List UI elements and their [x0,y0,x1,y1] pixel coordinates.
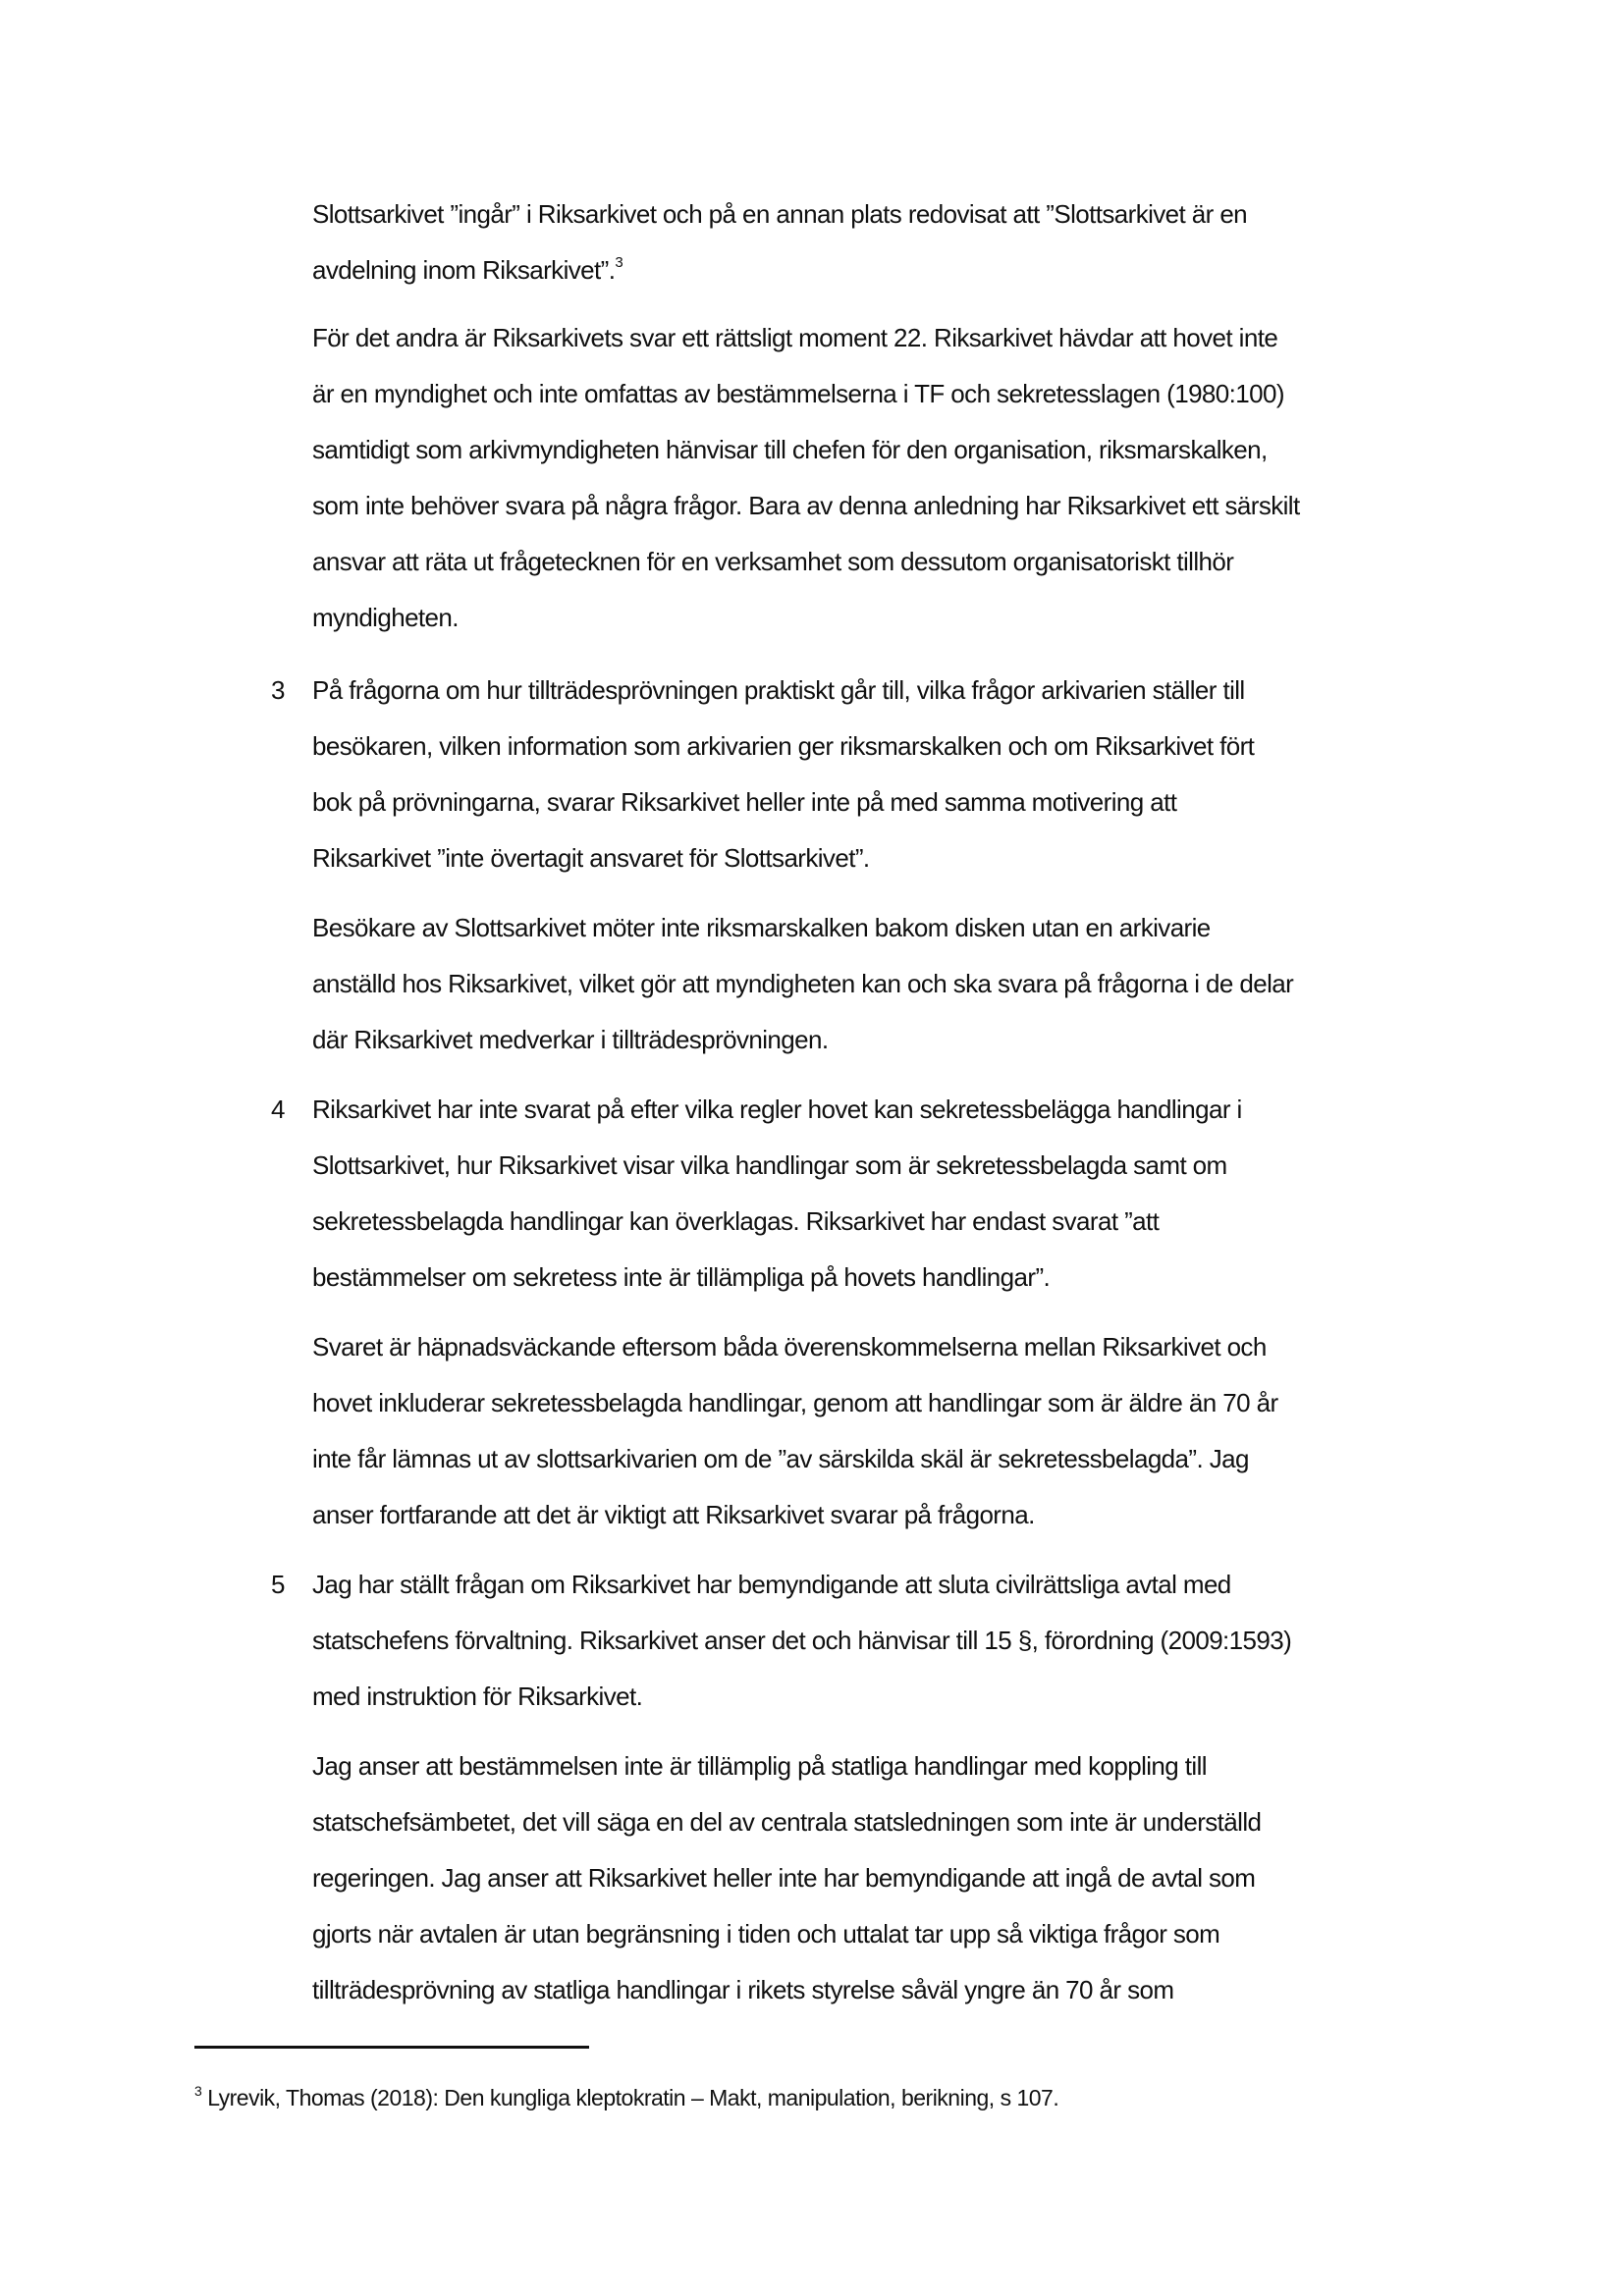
body-text-line: Jag har ställt frågan om Riksarkivet har bemyndigande att sluta civilrättsliga avtal med [312,1570,1231,1599]
body-text-line: Jag anser att bestämmelsen inte är tillämplig på statliga handlingar med koppling till [312,1751,1207,1781]
body-text-line: gjorts när avtalen är utan begränsning i tiden och uttalat tar upp så viktiga frågor som [312,1919,1220,1949]
body-text-line: Riksarkivet har inte svarat på efter vilka regler hovet kan sekretessbelägga handlingar i [312,1095,1242,1124]
body-text-line [312,254,623,286]
body-text-line: inte får lämnas ut av slottsarkivarien om de ”av särskilda skäl är sekretessbelagda”. Jag [312,1444,1249,1473]
body-text-line: bestämmelser om sekretess inte är tillämpliga på hovets handlingar”. [312,1262,1051,1292]
body-text-line: anser fortfarande att det är viktigt att Riksarkivet svarar på frågorna. [312,1500,1035,1529]
body-text: avdelning inom Riksarkivet”. [312,255,616,285]
footnote-reference[interactable]: 3 [615,254,623,271]
list-item-number: 3 [271,675,286,705]
body-text-line: besökaren, vilken information som arkivarien ger riksmarskalken och om Riksarkivet fört [312,731,1255,761]
footnote-text: Lyrevik, Thomas (2018): Den kungliga kleptokratin – Makt, manipulation, berikning, s 107. [207,2085,1059,2110]
body-text-line: som inte behöver svara på några frågor. Bara av denna anledning har Riksarkivet ett särskilt [312,491,1300,520]
footnote [194,2083,1058,2112]
body-text-line: där Riksarkivet medverkar i tillträdesprövningen. [312,1025,829,1054]
body-text-line: Slottsarkivet ”ingår” i Riksarkivet och på en annan plats redovisat att ”Slottsarkivet är en [312,199,1248,229]
body-text-line: På frågorna om hur tillträdesprövningen praktiskt går till, vilka frågor arkivarien ställer till [312,675,1245,705]
body-text-line: anställd hos Riksarkivet, vilket gör att myndigheten kan och ska svara på frågorna i de delar [312,969,1294,998]
body-text-line: tillträdesprövning av statliga handlingar i rikets styrelse såväl yngre än 70 år som [312,1975,1174,2004]
body-text-line: bok på prövningarna, svarar Riksarkivet heller inte på med samma motivering att [312,787,1177,817]
footnote-number: 3 [194,2083,202,2099]
footnote-separator [194,2046,589,2049]
body-text-line: Slottsarkivet, hur Riksarkivet visar vilka handlingar som är sekretessbelagda samt om [312,1150,1227,1180]
body-text-line: Svaret är häpnadsväckande eftersom båda överenskommelserna mellan Riksarkivet och [312,1332,1267,1362]
body-text-line: regeringen. Jag anser att Riksarkivet heller inte har bemyndigande att ingå de avtal som [312,1863,1256,1893]
body-text-line: sekretessbelagda handlingar kan överklagas. Riksarkivet har endast svarat ”att [312,1206,1160,1236]
body-text-line: Riksarkivet ”inte övertagit ansvaret för Slottsarkivet”. [312,843,870,873]
body-text-line: hovet inkluderar sekretessbelagda handlingar, genom att handlingar som är äldre än 70 år [312,1388,1278,1417]
body-text-line: med instruktion för Riksarkivet. [312,1682,643,1711]
body-text-line: För det andra är Riksarkivets svar ett rättsligt moment 22. Riksarkivet hävdar att hovet inte [312,323,1278,352]
body-text-line: statschefsämbetet, det vill säga en del av centrala statsledningen som inte är underställd [312,1807,1262,1837]
body-text-line: myndigheten. [312,603,459,632]
list-item-number: 5 [271,1570,286,1599]
body-text-line: Besökare av Slottsarkivet möter inte riksmarskalken bakom disken utan en arkivarie [312,913,1211,942]
body-text-line: samtidigt som arkivmyndigheten hänvisar till chefen för den organisation, riksmarskalken, [312,435,1268,464]
list-item-number: 4 [271,1095,286,1124]
body-text-line: ansvar att räta ut frågetecknen för en verksamhet som dessutom organisatoriskt tillhör [312,547,1234,576]
body-text-line: är en myndighet och inte omfattas av bestämmelserna i TF och sekretesslagen (1980:100) [312,379,1284,408]
body-text-line: statschefens förvaltning. Riksarkivet anser det och hänvisar till 15 §, förordning (2009:1593) [312,1626,1292,1655]
